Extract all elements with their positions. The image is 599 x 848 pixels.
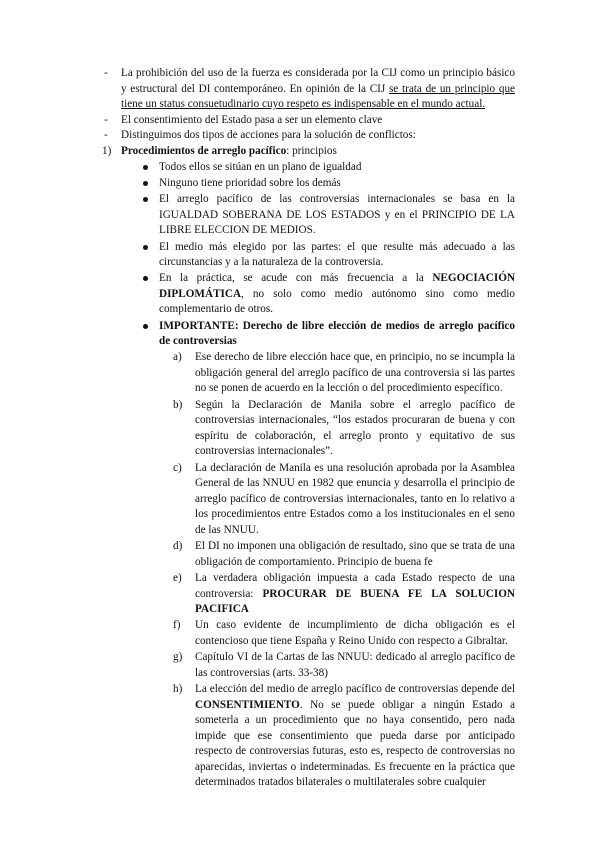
lettered-item — [0, 539, 599, 570]
item-text: Capítulo VI de la Cartas de las NNUU: dedicado al arreglo pacífico de las controversias (arts. 33-38) — [195, 651, 515, 679]
bullet-item — [0, 192, 599, 239]
bullet-icon — [143, 245, 148, 250]
bullet-item — [0, 176, 599, 192]
lettered-item — [0, 682, 599, 791]
bold-text: NEGOCIACIÓN DIPLOMÁTICA — [159, 272, 515, 300]
letter-marker: d) — [173, 540, 183, 553]
intro-text: El consentimiento del Estado pasa a ser un elemento clave — [121, 113, 383, 126]
item-text: El DI no imponen una obligación de resultado, sino que se trata de una obligación de comportamiento. Principio de buena fe — [195, 540, 515, 568]
bullet-icon — [143, 197, 148, 202]
intro-item — [0, 128, 599, 144]
bullet-text: Ninguno tiene prioridad sobre los demás — [159, 177, 341, 190]
item-text: La verdadera obligación impuesta a cada Estado respecto de una controversia: — [195, 571, 515, 600]
letter-marker: e) — [173, 571, 182, 584]
item-text: Un caso evidente de incumplimiento de dicha obligación es el contencioso que tiene España y Reino Unido con respecto a Gibraltar. — [195, 619, 515, 647]
letter-marker: a) — [173, 351, 182, 364]
item-text: Ese derecho de libre elección hace que, en principio, no se incumpla la obligación general del arreglo pacífico de una controversia si las partes no se ponen de acuerdo en la lección o del procedimiento específico. — [195, 351, 515, 395]
letter-marker: c) — [173, 461, 182, 474]
bullet-icon — [143, 181, 148, 186]
underlined-text: se trata de un principio que tiene un status consuetudinario cuyo respeto es indispensable en el mundo actual. — [121, 82, 515, 111]
item-text: Según la Declaración de Manila sobre el arreglo pacífico de controversias internacionales, “los estados procuraran de buena y con espíritu de colaboración, el arreglo pronto y equitativo de sus controversias internacionales”. — [195, 398, 515, 458]
bullet-icon — [143, 324, 148, 329]
dash-marker: - — [104, 113, 108, 126]
letter-marker: b) — [173, 398, 183, 411]
intro-item — [0, 113, 599, 129]
bullet-text: El arreglo pacífico de las controversias internacionales se basa en la IGUALDAD SOBERANA DE LOS ESTADOS y en el PRINCIPIO DE LA LIBRE ELECCION DE MEDIOS. — [159, 193, 515, 237]
lettered-item — [0, 618, 599, 649]
section-number: 1) — [102, 144, 112, 157]
intro-text: Distinguimos dos tipos de acciones para la solución de conflictos: — [121, 129, 416, 142]
bold-text: IMPORTANTE: Derecho de libre elección de medios de arreglo pacífico de controversias — [159, 319, 515, 348]
lettered-item — [0, 461, 599, 539]
section-title: Procedimientos de arreglo pacífico — [121, 144, 287, 157]
bullet-item — [0, 240, 599, 271]
bullet-text: , no solo como medio autónomo sino como medio complementario de otros. — [159, 287, 515, 316]
dash-marker: - — [104, 67, 108, 79]
lettered-item — [0, 571, 599, 618]
item-text: La elección del medio de arreglo pacífico de controversias depende del — [195, 682, 515, 695]
lettered-item — [0, 350, 599, 397]
lettered-item — [0, 650, 599, 681]
lettered-item — [0, 398, 599, 460]
bold-text: PROCURAR DE BUENA FE LA SOLUCION PACIFICA — [195, 587, 516, 616]
intro-text: La prohibición del uso de la fuerza es considerada por la CIJ como un principio básico y estructural del DI contemporáneo. En opinión de la CIJ — [121, 67, 515, 95]
bullet-item — [0, 319, 599, 350]
letter-marker: g) — [173, 651, 183, 664]
section-subtitle: : principios — [286, 144, 337, 157]
intro-item — [0, 66, 599, 113]
letter-marker: h) — [173, 682, 183, 695]
document-page — [0, 66, 599, 791]
bullet-text: En la práctica, se acude con más frecuencia a la — [159, 272, 433, 285]
bullet-item — [0, 271, 599, 318]
bullet-icon — [143, 165, 148, 170]
letter-marker: f) — [173, 619, 181, 632]
bullet-icon — [143, 276, 148, 281]
item-text: La declaración de Manila es una resolución aprobada por la Asamblea General de las NNUU en 1982 que enuncia y desarrolla el principio de arreglo pacífico de controversias internacionales, tanto en lo relativo a los procedimientos entre Estados como a los institucionales en el seno de las NNUU. — [195, 461, 515, 536]
bullet-text: El medio más elegido por las partes: el que resulte más adecuado a las circunstancias y a la naturaleza de la controversia. — [159, 240, 515, 269]
bullet-item — [0, 160, 599, 176]
item-text: . No se puede obligar a ningún Estado a someterla a un procedimiento que no haya consentido, pero nada impide que ese consentimiento que pueda darse por anticipado respecto de controversias futuras, esto es, respecto de controversias no aparecidas, inviertas o indeterminadas. Es frecuente en la práctica que determinados tratados bilaterales o multilaterales sobre cualquier — [195, 698, 515, 789]
dash-marker: - — [104, 129, 108, 142]
bold-text: CONSENTIMIENTO — [195, 698, 300, 711]
section-heading — [0, 144, 599, 160]
bullet-text: Todos ellos se sitúan en un plano de igualdad — [159, 161, 362, 174]
